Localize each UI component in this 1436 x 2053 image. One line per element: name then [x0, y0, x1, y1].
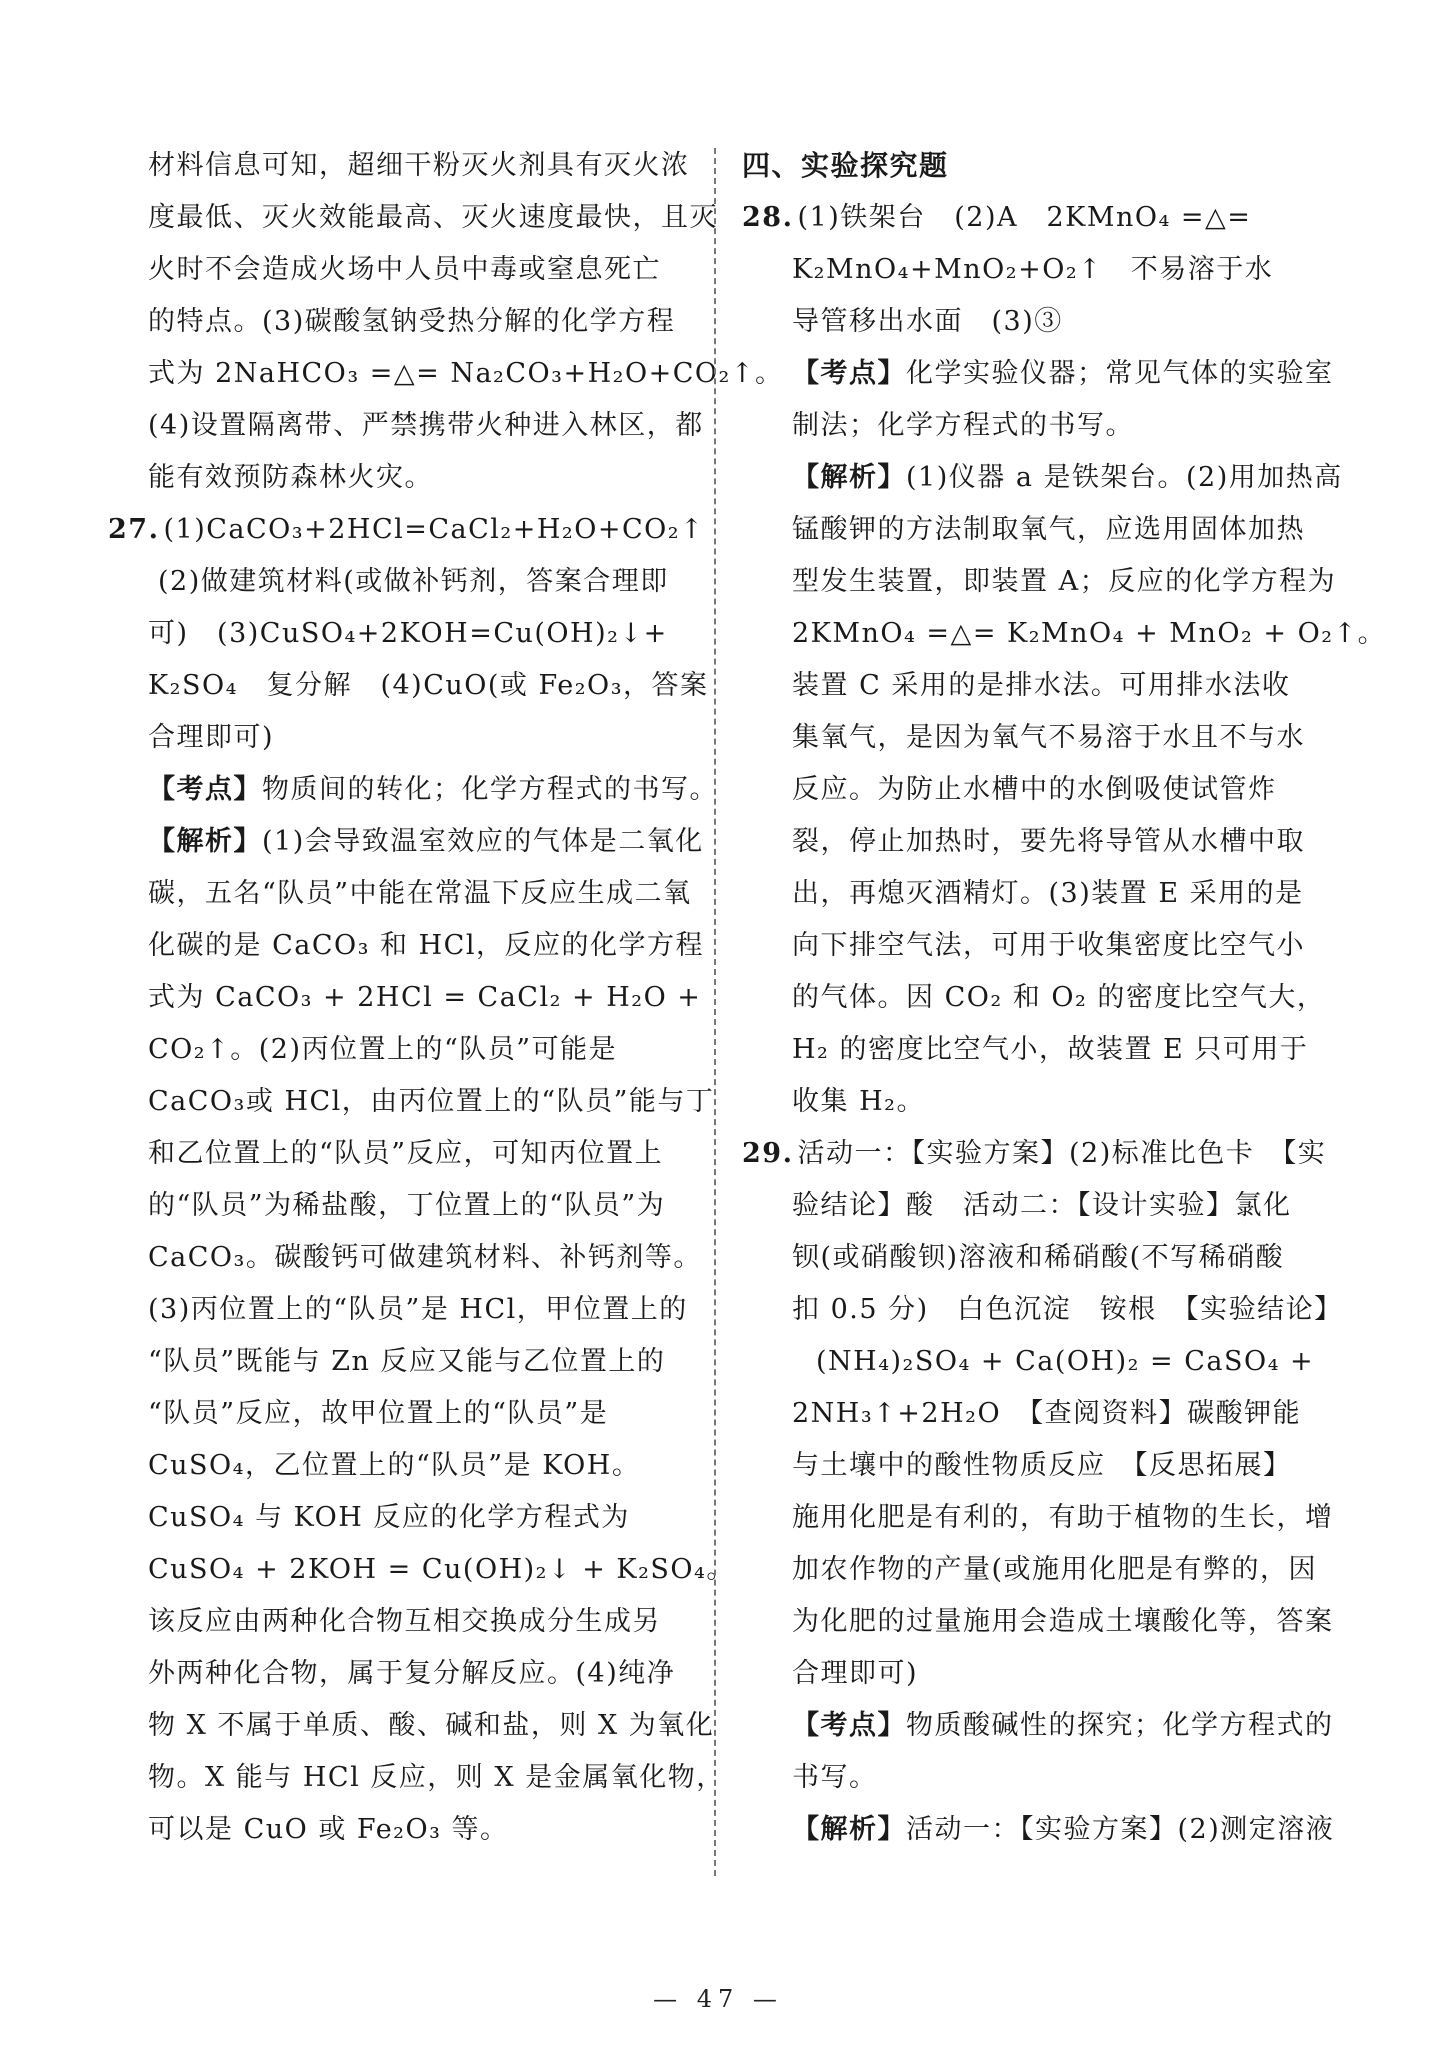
- text-line: [742, 1752, 1346, 1804]
- text-line: [742, 1804, 1346, 1856]
- line-text: 物质酸碱性的探究；化学方程式的: [906, 1710, 1334, 1741]
- line-text: (1)会导致温室效应的气体是二氧化: [262, 826, 704, 857]
- text-line: [742, 1596, 1346, 1648]
- line-text: 集氧气，是因为氧气不易溶于水且不与水: [792, 722, 1305, 753]
- text-line: [742, 920, 1346, 972]
- line-text: 扣 0.5 分) 白色沉淀 铵根 【实验结论】: [792, 1294, 1343, 1325]
- text-line: [742, 972, 1346, 1024]
- line-text: 能有效预防森林火灾。: [148, 462, 433, 493]
- text-line: [108, 244, 688, 296]
- text-line: [108, 816, 704, 868]
- text-line: [742, 1284, 1346, 1336]
- line-text: 度最低、灭火效能最高、灭火速度最快，且灭: [148, 202, 718, 233]
- text-line: [108, 1180, 688, 1232]
- line-text: 2KMnO₄ =△= K₂MnO₄ + MnO₂ + O₂↑。: [792, 618, 1387, 649]
- line-text: 的“队员”为稀盐酸，丁位置上的“队员”为: [148, 1190, 666, 1221]
- column-divider: [714, 148, 716, 1876]
- text-line: [742, 1128, 1346, 1180]
- line-text: 活动一：【实验方案】(2)标准比色卡 【实: [797, 1138, 1327, 1169]
- line-text: 为化肥的过量施用会造成土壤酸化等，答案: [792, 1606, 1334, 1637]
- section-heading: 四、实验探究题: [742, 149, 949, 182]
- line-text: CuSO₄，乙位置上的“队员”是 KOH。: [148, 1450, 641, 1481]
- text-line: [108, 556, 688, 608]
- text-line: [108, 1648, 688, 1700]
- text-line: [108, 400, 704, 452]
- line-text: CaCO₃或 HCl，由丙位置上的“队员”能与丁: [148, 1086, 715, 1117]
- text-line: [742, 1232, 1346, 1284]
- text-line: [108, 608, 688, 660]
- line-text: 书写。: [792, 1762, 878, 1793]
- answer-tag: 【解析】: [792, 462, 906, 493]
- line-text: 式为 CaCO₃ + 2HCl = CaCl₂ + H₂O +: [148, 982, 702, 1013]
- line-text: 火时不会造成火场中人员中毒或窒息死亡: [148, 254, 661, 285]
- right-column: [742, 140, 1387, 1856]
- text-line: [742, 192, 1346, 244]
- line-text: 式为 2NaHCO₃ =△= Na₂CO₃+H₂O+CO₂↑。: [148, 358, 784, 389]
- line-text: (1)仪器 a 是铁架台。(2)用加热高: [906, 462, 1343, 493]
- text-line: [742, 556, 1346, 608]
- line-text: 向下排空气法，可用于收集密度比空气小: [792, 930, 1305, 961]
- text-line: [742, 1388, 1346, 1440]
- line-text: 制法；化学方程式的书写。: [792, 410, 1134, 441]
- text-line: [108, 972, 702, 1024]
- line-text: 装置 C 采用的是排水法。可用排水法收: [792, 670, 1291, 701]
- line-text: 合理即可): [148, 722, 275, 753]
- text-line: [108, 1232, 702, 1284]
- line-text: 碳，五名“队员”中能在常温下反应生成二氧: [148, 878, 692, 909]
- line-text: 材料信息可知，超细干粉灭火剂具有灭火浓: [148, 150, 690, 181]
- line-text: 裂，停止加热时，要先将导管从水槽中取: [792, 826, 1305, 857]
- question-number: 29.: [742, 1138, 794, 1169]
- line-text: (3)丙位置上的“队员”是 HCl，甲位置上的: [148, 1294, 688, 1325]
- line-text: 型发生装置，即装置 A；反应的化学方程为: [792, 566, 1337, 597]
- text-line: [742, 504, 1346, 556]
- line-text: 和乙位置上的“队员”反应，可知丙位置上: [148, 1138, 664, 1169]
- line-text: CuSO₄ + 2KOH = Cu(OH)₂↓ + K₂SO₄。: [148, 1554, 735, 1585]
- line-text: 锰酸钾的方法制取氧气，应选用固体加热: [792, 514, 1305, 545]
- text-line: [108, 1804, 688, 1856]
- text-line: [108, 140, 688, 192]
- line-text: 化学实验仪器；常见气体的实验室: [906, 358, 1334, 389]
- text-line: [108, 712, 688, 764]
- text-line: [108, 1492, 688, 1544]
- text-line: [108, 1076, 715, 1128]
- line-text: 该反应由两种化合物互相交换成分生成另: [148, 1606, 661, 1637]
- text-line: [742, 400, 1346, 452]
- line-text: (1)CaCO₃+2HCl=CaCl₂+H₂O+CO₂↑: [163, 514, 705, 545]
- text-line: [108, 764, 718, 816]
- line-text: 化碳的是 CaCO₃ 和 HCl，反应的化学方程: [148, 930, 704, 961]
- text-line: [742, 244, 1346, 296]
- text-line: [742, 1544, 1346, 1596]
- line-text: 物 X 不属于单质、酸、碱和盐，则 X 为氧化: [148, 1710, 715, 1741]
- line-text: 活动一：【实验方案】(2)测定溶液: [906, 1814, 1335, 1845]
- text-line: [742, 1700, 1346, 1752]
- text-line: [742, 1336, 1346, 1388]
- text-line: [108, 1544, 735, 1596]
- text-line: [108, 660, 709, 712]
- line-text: (2)做建筑材料(或做补钙剂，答案合理即: [158, 566, 669, 597]
- line-text: CuSO₄ 与 KOH 反应的化学方程式为: [148, 1502, 630, 1533]
- line-text: 验结论】酸 活动二：【设计实验】氯化: [792, 1190, 1292, 1221]
- text-line: [742, 1024, 1346, 1076]
- line-text: H₂ 的密度比空气小，故装置 E 只可用于: [792, 1034, 1309, 1065]
- text-line: [108, 1596, 688, 1648]
- answer-tag: 【考点】: [792, 1710, 906, 1741]
- text-line: [742, 1440, 1346, 1492]
- line-text: 2NH₃↑+2H₂O 【查阅资料】碳酸钾能: [792, 1398, 1302, 1429]
- text-line: [108, 1752, 725, 1804]
- text-line: [108, 504, 705, 556]
- line-text: K₂SO₄ 复分解 (4)CuO(或 Fe₂O₃，答案: [148, 670, 709, 701]
- line-text: 的气体。因 CO₂ 和 O₂ 的密度比空气大，: [792, 982, 1326, 1013]
- line-text: 可以是 CuO 或 Fe₂O₃ 等。: [148, 1814, 509, 1845]
- line-text: 加农作物的产量(或施用化肥是有弊的，因: [792, 1554, 1318, 1585]
- line-text: 导管移出水面 (3)③: [792, 306, 1063, 337]
- text-line: [108, 1024, 688, 1076]
- line-text: “队员”反应，故甲位置上的“队员”是: [148, 1398, 609, 1429]
- text-line: [742, 296, 1346, 348]
- question-number: 27.: [108, 514, 160, 545]
- text-line: [742, 712, 1346, 764]
- text-line: [742, 1648, 1346, 1700]
- text-line: [742, 1076, 1346, 1128]
- text-line: [108, 1336, 688, 1388]
- text-line: [108, 1440, 688, 1492]
- line-text: 与土壤中的酸性物质反应 【反思拓展】: [792, 1450, 1292, 1481]
- text-line: [742, 764, 1346, 816]
- page-number: — 47 —: [653, 1985, 783, 2013]
- text-line: [108, 920, 704, 972]
- line-text: “队员”既能与 Zn 反应又能与乙位置上的: [148, 1346, 666, 1377]
- line-text: 施用化肥是有利的，有助于植物的生长，增: [792, 1502, 1334, 1533]
- text-line: [108, 1284, 688, 1336]
- line-text: 钡(或硝酸钡)溶液和稀硝酸(不写稀硝酸: [792, 1242, 1285, 1273]
- line-text: 可) (3)CuSO₄+2KOH=Cu(OH)₂↓+: [148, 618, 668, 649]
- text-line: [108, 452, 688, 504]
- line-text: 出，再熄灭酒精灯。(3)装置 E 采用的是: [792, 878, 1304, 909]
- line-text: (4)设置隔离带、严禁携带火种进入林区，都: [148, 410, 704, 441]
- line-text: K₂MnO₄+MnO₂+O₂↑ 不易溶于水: [792, 254, 1274, 285]
- text-line: [742, 452, 1346, 504]
- answer-tag: 【考点】: [792, 358, 906, 389]
- text-line: [108, 296, 688, 348]
- line-text: 的特点。(3)碳酸氢钠受热分解的化学方程: [148, 306, 676, 337]
- line-text: 外两种化合物，属于复分解反应。(4)纯净: [148, 1658, 676, 1689]
- question-number: 28.: [742, 202, 794, 233]
- answer-tag: 【考点】: [148, 774, 262, 805]
- text-line: [742, 1180, 1346, 1232]
- text-line: [108, 868, 692, 920]
- line-text: (NH₄)₂SO₄ + Ca(OH)₂ = CaSO₄ +: [816, 1346, 1315, 1377]
- text-line: [108, 1700, 715, 1752]
- text-line: [742, 1492, 1346, 1544]
- line-text: CaCO₃。碳酸钙可做建筑材料、补钙剂等。: [148, 1242, 702, 1273]
- line-text: 物。X 能与 HCl 反应，则 X 是金属氧化物，: [148, 1762, 725, 1793]
- answer-tag: 【解析】: [792, 1814, 906, 1845]
- line-text: CO₂↑。(2)丙位置上的“队员”可能是: [148, 1034, 618, 1065]
- section-title: [742, 140, 1346, 192]
- text-line: [108, 1388, 688, 1440]
- text-line: [742, 608, 1387, 660]
- text-line: [108, 192, 718, 244]
- line-text: 收集 H₂。: [792, 1086, 925, 1117]
- line-text: 反应。为防止水槽中的水倒吸使试管炸: [792, 774, 1277, 805]
- line-text: 物质间的转化；化学方程式的书写。: [262, 774, 718, 805]
- answer-tag: 【解析】: [148, 826, 262, 857]
- line-text: (1)铁架台 (2)A 2KMnO₄ =△=: [797, 202, 1252, 233]
- text-line: [108, 348, 784, 400]
- text-line: [742, 660, 1346, 712]
- text-line: [742, 348, 1346, 400]
- text-line: [742, 868, 1346, 920]
- line-text: 合理即可): [792, 1658, 919, 1689]
- text-line: [742, 816, 1346, 868]
- text-line: [108, 1128, 688, 1180]
